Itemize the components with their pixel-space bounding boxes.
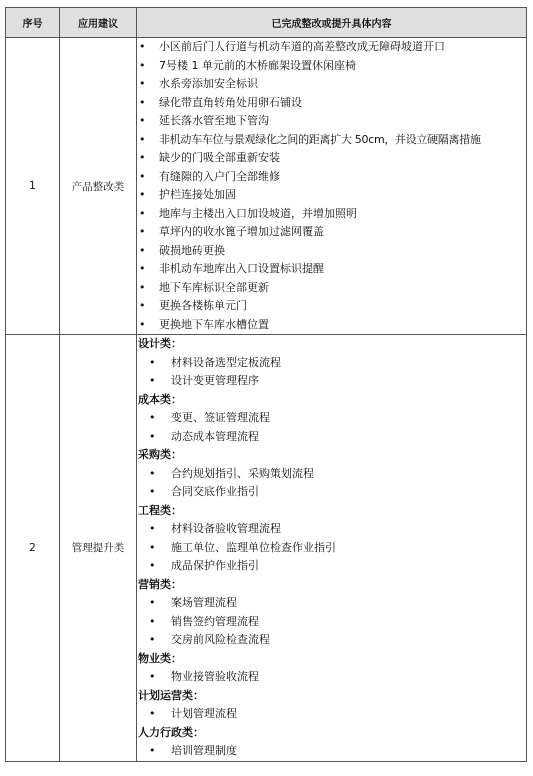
group-items-list <box>137 668 526 687</box>
list-item <box>137 149 526 168</box>
bullet-icon: • <box>149 670 156 683</box>
bullet-icon: • <box>149 744 156 757</box>
list-item <box>137 57 526 76</box>
list-item <box>137 131 526 150</box>
list-item-text: 物业接管验收流程 <box>171 670 259 683</box>
list-item <box>137 316 526 335</box>
list-item-text: 有缝隙的入户门全部维修 <box>159 169 280 183</box>
list-item <box>137 112 526 131</box>
bullet-icon: • <box>149 374 156 387</box>
group-items-list <box>137 705 526 724</box>
list-item <box>137 372 526 391</box>
list-item-text: 绿化带直角转角处用卵石铺设 <box>159 95 302 109</box>
improvement-table <box>5 7 527 762</box>
bullet-icon: • <box>139 114 146 127</box>
list-item-text: 地下车库标识全部更新 <box>159 280 269 294</box>
bullet-icon: • <box>149 466 156 480</box>
bullet-icon: • <box>139 188 146 201</box>
header-content: 已完成整改或提升具体内容 <box>137 8 527 38</box>
list-item <box>137 38 526 57</box>
list-item-text: 动态成本管理流程 <box>171 429 259 443</box>
bullet-icon: • <box>149 633 156 646</box>
list-item-text: 更换地下车库水槽位置 <box>159 317 269 331</box>
list-item <box>137 520 526 539</box>
list-item-text: 成品保护作业指引 <box>171 559 259 572</box>
bullet-icon: • <box>149 355 156 369</box>
list-item <box>137 242 526 261</box>
list-item-text: 小区前后门人行道与机动车道的高差整改成无障碍坡道开口 <box>159 40 445 53</box>
row-number: 2 <box>6 335 60 762</box>
list-item <box>137 223 526 242</box>
list-item-text: 设计变更管理程序 <box>171 374 259 387</box>
list-item <box>137 539 526 558</box>
row-number: 1 <box>6 38 60 335</box>
list-item <box>137 613 526 632</box>
group-items-list <box>137 742 526 761</box>
group-title: 计划运营类： <box>138 688 204 702</box>
list-item-text: 材料设备验收管理流程 <box>171 522 281 535</box>
bullet-icon: • <box>139 95 146 109</box>
list-item-text: 更换各楼栋单元门 <box>159 299 247 312</box>
bullet-icon: • <box>139 58 146 72</box>
list-item <box>137 260 526 279</box>
list-item-text: 培训管理制度 <box>171 744 237 757</box>
bullet-icon: • <box>139 77 146 90</box>
list-item-text: 销售签约管理流程 <box>171 614 259 628</box>
list-item-text: 延长落水管至地下管沟 <box>159 114 269 127</box>
list-item-text: 破损地砖更换 <box>159 243 225 257</box>
group-title: 采购类： <box>138 448 182 461</box>
list-item <box>137 205 526 224</box>
bullet-icon: • <box>149 559 156 572</box>
list-item <box>137 409 526 428</box>
row-category: 管理提升类 <box>60 335 137 762</box>
table-row-management <box>6 335 527 762</box>
list-item <box>137 297 526 316</box>
bullet-icon: • <box>139 40 146 53</box>
management-groups <box>137 335 526 761</box>
bullet-icon: • <box>149 596 156 609</box>
bullet-icon: • <box>139 225 146 238</box>
list-item-text: 护栏连接处加固 <box>159 188 236 201</box>
bullet-icon: • <box>139 132 146 146</box>
list-item <box>137 75 526 94</box>
bullet-icon: • <box>139 317 146 331</box>
bullet-icon: • <box>139 280 146 294</box>
group-items-list <box>137 594 526 650</box>
bullet-icon: • <box>149 540 156 554</box>
list-item-text: 地库与主楼出入口加设坡道，并增加照明 <box>159 206 357 220</box>
list-item-text: 计划管理流程 <box>171 707 237 720</box>
group-title: 成本类： <box>138 392 182 406</box>
product-items-list <box>137 38 526 334</box>
list-item-text: 草坪内的收水篦子增加过滤网覆盖 <box>159 225 324 238</box>
bullet-icon: • <box>139 206 146 220</box>
row-content <box>137 335 527 762</box>
list-item <box>137 94 526 113</box>
table-header-row <box>6 8 527 38</box>
list-item-text: 变更、签证管理流程 <box>171 411 270 424</box>
list-item <box>137 354 526 373</box>
bullet-icon: • <box>149 614 156 628</box>
bullet-icon: • <box>139 299 146 312</box>
header-number: 序号 <box>6 8 60 38</box>
group-items-list <box>137 409 526 446</box>
list-item <box>137 594 526 613</box>
list-item-text: 水系旁添加安全标识 <box>159 77 258 90</box>
list-item-text: 7号楼 1 单元前的木桥廊架设置休闲座椅 <box>159 58 356 72</box>
row-category: 产品整改类 <box>60 38 137 335</box>
bullet-icon: • <box>139 262 146 275</box>
list-item <box>137 465 526 484</box>
list-item <box>137 631 526 650</box>
list-item <box>137 483 526 502</box>
group-title: 物业类： <box>138 651 182 665</box>
group-items-list <box>137 354 526 391</box>
list-item <box>137 186 526 205</box>
list-item <box>137 742 526 761</box>
bullet-icon: • <box>149 707 156 720</box>
table-row-product <box>6 38 527 335</box>
list-item-text: 非机动车地库出入口设置标识提醒 <box>159 262 324 275</box>
list-item <box>137 705 526 724</box>
list-item <box>137 668 526 687</box>
bullet-icon: • <box>149 522 156 535</box>
list-item-text: 非机动车车位与景观绿化之间的距离扩大 50cm，并设立硬隔离措施 <box>159 132 481 146</box>
bullet-icon: • <box>149 429 156 443</box>
bullet-icon: • <box>139 243 146 257</box>
list-item <box>137 279 526 298</box>
bullet-icon: • <box>139 169 146 183</box>
list-item <box>137 168 526 187</box>
list-item-text: 交房前风险检查流程 <box>171 633 270 646</box>
bullet-icon: • <box>149 485 156 498</box>
group-title: 人力行政类： <box>138 725 204 739</box>
list-item-text: 案场管理流程 <box>171 596 237 609</box>
list-item <box>137 557 526 576</box>
list-item <box>137 428 526 447</box>
list-item-text: 施工单位、监理单位检查作业指引 <box>171 540 336 554</box>
list-item-text: 缺少的门吸全部重新安装 <box>159 151 280 164</box>
header-suggestion: 应用建议 <box>60 8 137 38</box>
group-title: 营销类： <box>138 577 182 591</box>
group-items-list <box>137 520 526 576</box>
row-content <box>137 38 527 335</box>
bullet-icon: • <box>139 151 146 164</box>
list-item-text: 合约规划指引、采购策划流程 <box>171 466 314 480</box>
bullet-icon: • <box>149 411 156 424</box>
list-item-text: 合同交底作业指引 <box>171 485 259 498</box>
group-items-list <box>137 465 526 502</box>
group-title: 设计类： <box>138 337 182 350</box>
group-title: 工程类： <box>138 503 182 517</box>
list-item-text: 材料设备选型定板流程 <box>171 355 281 369</box>
